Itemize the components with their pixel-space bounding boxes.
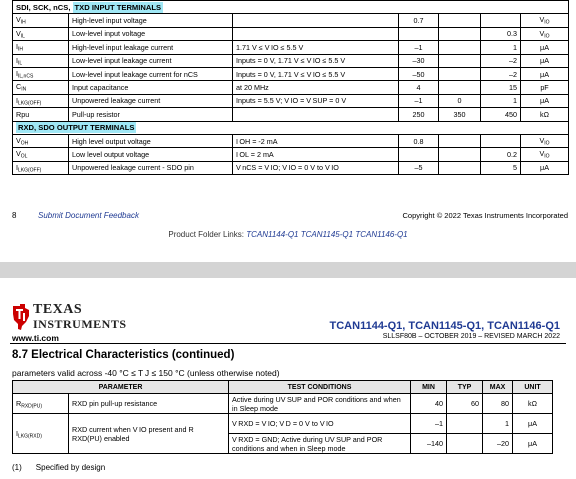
unit-cell: μA <box>521 94 569 107</box>
condition-cell: I OL = 2 mA <box>233 148 399 161</box>
section-title: 8.7 Electrical Characteristics (continued) <box>12 349 235 361</box>
symbol-subscript: IL <box>20 33 25 40</box>
table-row <box>13 148 569 161</box>
symbol-cell: $I_{IL}$ <box>13 54 69 67</box>
symbol-subscript: LKG(RXD) <box>18 433 42 440</box>
parameter-cell: Low-level input leakage current <box>69 54 233 67</box>
product-folder-links <box>0 230 576 239</box>
unit-cell: μA <box>513 414 553 434</box>
max-cell: –2 <box>481 67 521 80</box>
parameter-cell: Low-level input voltage <box>69 27 233 40</box>
product-link-tcan1145[interactable]: TCAN1145-Q1 <box>300 230 354 239</box>
typ-cell <box>447 414 483 434</box>
symbol-cell: $C_{IN}$ <box>13 81 69 94</box>
header-parameter: PARAMETER <box>13 381 229 394</box>
condition-cell: 1.71 V ≤ V IO ≤ 5.5 V <box>233 41 399 54</box>
symbol-cell: $V_{OH}$ <box>13 134 69 147</box>
symbol-cell: $V_{OL}$ <box>13 148 69 161</box>
parameter-cell: Pull-up resistor <box>69 108 233 121</box>
unit-cell: $V_{IO}$ <box>521 148 569 161</box>
part-number-title: TCAN1144-Q1, TCAN1145-Q1, TCAN1146-Q1 <box>329 320 560 332</box>
typ-cell: 0 <box>439 94 481 107</box>
symbol-subscript: LKG(OFF) <box>18 100 42 107</box>
min-cell: –1 <box>399 41 439 54</box>
electrical-characteristics-table-part1 <box>12 0 569 175</box>
table-row <box>13 14 569 27</box>
symbol-subscript: IL,nCS <box>18 73 34 80</box>
table-row <box>13 67 569 80</box>
typ-cell <box>439 134 481 147</box>
parameter-cell: RXD pin pull-up resistance <box>69 394 229 414</box>
header-max: MAX <box>483 381 513 394</box>
max-cell: 15 <box>481 81 521 94</box>
unit-cell: $V_{IO}$ <box>521 134 569 147</box>
condition-cell <box>233 108 399 121</box>
parameter-cell: Input capacitance <box>69 81 233 94</box>
product-folder-label: Product Folder Links: <box>168 230 244 239</box>
parameter-cell: Unpowered leakage current <box>69 94 233 107</box>
typ-cell <box>439 27 481 40</box>
symbol-cell: $I_{IL,nCS}$ <box>13 67 69 80</box>
table-row <box>13 54 569 67</box>
max-cell: 0.3 <box>481 27 521 40</box>
section-row <box>13 1 569 14</box>
footnote-text: Specified by design <box>35 463 106 472</box>
min-cell: 0.8 <box>399 134 439 147</box>
max-cell: –2 <box>481 54 521 67</box>
max-cell: 1 <box>483 414 513 434</box>
logo-text-instruments: INSTRUMENTS <box>33 317 127 331</box>
symbol-subscript: IN <box>21 86 27 93</box>
parameter-cell: High level output voltage <box>69 134 233 147</box>
table-row <box>13 81 569 94</box>
table-row <box>13 27 569 40</box>
unit-subscript: IO <box>544 153 550 160</box>
product-link-tcan1144[interactable]: TCAN1144-Q1 <box>246 230 299 239</box>
unit-cell: μA <box>513 434 553 454</box>
min-cell: 4 <box>399 81 439 94</box>
max-cell: 450 <box>481 108 521 121</box>
condition-cell: Inputs = 5.5 V; V IO = V SUP = 0 V <box>233 94 399 107</box>
highlighted-text: RXD, SDO OUTPUT TERMINALS <box>18 123 135 133</box>
symbol-subscript: OL <box>20 153 28 160</box>
electrical-characteristics-table-part2 <box>12 380 553 454</box>
condition-cell: at 20 MHz <box>233 81 399 94</box>
symbol-cell: $V_{IH}$ <box>13 14 69 27</box>
submit-feedback-link[interactable]: Submit Document Feedback <box>38 211 139 220</box>
typ-cell <box>439 161 481 174</box>
table-row <box>13 94 569 107</box>
symbol-cell: $V_{IL}$ <box>13 27 69 40</box>
symbol-cell: $R_{RXD(PU)}$ <box>13 394 69 414</box>
unit-subscript: IO <box>544 140 550 147</box>
header-min: MIN <box>411 381 447 394</box>
typ-cell: 60 <box>447 394 483 414</box>
unit-cell: $V_{IO}$ <box>521 27 569 40</box>
symbol-subscript: IH <box>18 46 23 53</box>
max-cell <box>481 134 521 147</box>
min-cell: –1 <box>411 414 447 434</box>
condition-cell: Active during UV SUP and POR conditions and when in Sleep mode <box>229 394 411 414</box>
unit-cell: μA <box>521 161 569 174</box>
max-cell: 1 <box>481 94 521 107</box>
typ-cell <box>439 81 481 94</box>
section-header-cell <box>13 121 569 134</box>
condition-cell <box>233 27 399 40</box>
product-link-tcan1146[interactable]: TCAN1146-Q1 <box>355 230 408 239</box>
min-cell: –1 <box>399 94 439 107</box>
parameter-cell: High-level input leakage current <box>69 41 233 54</box>
table-row <box>13 134 569 147</box>
table-row <box>13 108 569 121</box>
ti-logo-icon <box>10 302 32 332</box>
section-row <box>13 121 569 134</box>
symbol-cell: Rpu <box>13 108 69 121</box>
symbol-subscript: RXD(PU) <box>21 403 43 410</box>
typ-cell: 350 <box>439 108 481 121</box>
typ-cell <box>447 434 483 454</box>
min-cell: –30 <box>399 54 439 67</box>
min-cell: 40 <box>411 394 447 414</box>
max-cell <box>481 14 521 27</box>
max-cell: 80 <box>483 394 513 414</box>
symbol-cell: $I_{LKG(RXD)}$ <box>13 414 69 454</box>
max-cell: 5 <box>481 161 521 174</box>
header-test-conditions: TEST CONDITIONS <box>229 381 411 394</box>
parameter-cell: Unpowered leakage current - SDO pin <box>69 161 233 174</box>
min-cell: –140 <box>411 434 447 454</box>
table-row <box>13 414 553 434</box>
parameter-cell: Low-level input leakage current for nCS <box>69 67 233 80</box>
min-cell <box>399 27 439 40</box>
table-header-row <box>13 381 553 394</box>
symbol-subscript: IL <box>18 60 23 66</box>
max-cell: 0.2 <box>481 148 521 161</box>
website-url: www.ti.com <box>12 333 59 343</box>
symbol-cell: $I_{LKG(OFF)}$ <box>13 161 69 174</box>
footnote-number: (1) <box>12 463 22 472</box>
min-cell: 0.7 <box>399 14 439 27</box>
highlighted-text: TXD INPUT TERMINALS <box>74 2 162 12</box>
typ-cell <box>439 54 481 67</box>
parameters-note: parameters valid across -40 °C ≤ T J ≤ 150 °C (unless otherwise noted) <box>12 368 280 378</box>
copyright-text: Copyright © 2022 Texas Instruments Incorporated <box>402 211 568 220</box>
symbol-cell: $I_{LKG(OFF)}$ <box>13 94 69 107</box>
document-id: SLLSF80B – OCTOBER 2019 – REVISED MARCH 2022 <box>382 333 560 340</box>
symbol-subscript: IH <box>20 19 26 26</box>
min-cell: –50 <box>399 67 439 80</box>
condition-cell: V RXD = V IO; V D = 0 V to V IO <box>229 414 411 434</box>
condition-cell <box>233 14 399 27</box>
header-typ: TYP <box>447 381 483 394</box>
header-unit: UNIT <box>513 381 553 394</box>
logo-text-texas: TEXAS <box>33 302 83 317</box>
symbol-cell: $I_{IH}$ <box>13 41 69 54</box>
condition-cell: Inputs = 0 V, 1.71 V ≤ V IO ≤ 5.5 V <box>233 54 399 67</box>
typ-cell <box>439 14 481 27</box>
condition-cell: V RXD = GND; Active during UV SUP and POR conditions and when in Sleep mode <box>229 434 411 454</box>
min-cell: –5 <box>399 161 439 174</box>
section-header-cell: SDI, SCK, nCS, TXD INPUT TERMINALS <box>13 1 569 14</box>
symbol-subscript: OH <box>20 140 29 147</box>
typ-cell <box>439 67 481 80</box>
symbol-subscript: LKG(OFF) <box>18 167 42 174</box>
max-cell: –20 <box>483 434 513 454</box>
max-cell: 1 <box>481 41 521 54</box>
typ-cell <box>439 148 481 161</box>
condition-cell: I OH = -2 mA <box>233 134 399 147</box>
min-cell <box>399 148 439 161</box>
typ-cell <box>439 41 481 54</box>
page-number: 8 <box>12 211 17 220</box>
unit-subscript: IO <box>544 33 550 40</box>
unit-cell: kΩ <box>513 394 553 414</box>
table-row <box>13 161 569 174</box>
header-divider <box>10 343 566 344</box>
unit-cell: μA <box>521 54 569 67</box>
unit-subscript: IO <box>544 19 550 26</box>
unit-cell: pF <box>521 81 569 94</box>
unit-cell: μA <box>521 67 569 80</box>
parameter-cell: High-level input voltage <box>69 14 233 27</box>
table-row <box>13 394 553 414</box>
unit-cell: $V_{IO}$ <box>521 14 569 27</box>
condition-cell: Inputs = 0 V, 1.71 V ≤ V IO ≤ 5.5 V <box>233 67 399 80</box>
parameter-cell: RXD current when V IO present and R RXD(PU) enabled <box>69 414 229 454</box>
page-separator <box>0 262 576 278</box>
min-cell: 250 <box>399 108 439 121</box>
unit-cell: kΩ <box>521 108 569 121</box>
footnote <box>12 463 119 472</box>
table-row <box>13 41 569 54</box>
parameter-cell: Low level output voltage <box>69 148 233 161</box>
unit-cell: μA <box>521 41 569 54</box>
condition-cell: V nCS = V IO; V IO = 0 V to V IO <box>233 161 399 174</box>
